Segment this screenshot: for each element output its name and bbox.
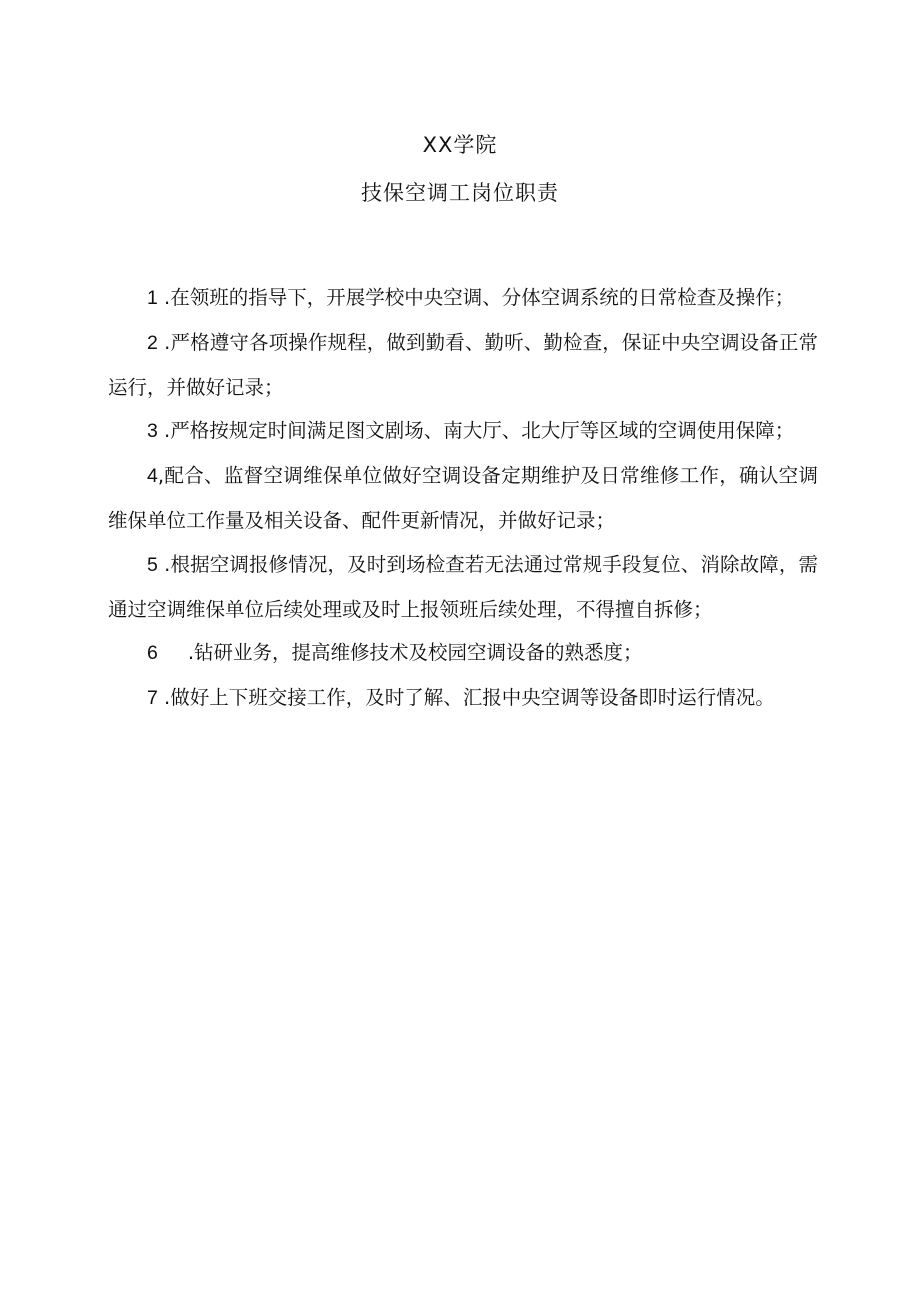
item-text: .钻研业务，提高维修技术及校园空调设备的熟悉度；	[187, 641, 643, 665]
item-text: ,配合、监督空调维保单位做好空调设备定期维护及日常维修工作，确认空调维保单位工作量及相关设备、配件更新情况，并做好记录；	[108, 464, 818, 532]
duty-item-5	[108, 543, 818, 632]
item-number: 2	[147, 331, 158, 354]
item-text: .严格按规定时间满足图文剧场、南大厅、北大厅等区域的空调使用保障；	[157, 419, 795, 443]
item-number: 4	[147, 465, 158, 488]
item-text: .严格遵守各项操作规程，做到勤看、勤听、勤检查，保证中央空调设备正常运行，并做好记录；	[108, 330, 818, 399]
duty-item-4	[108, 454, 818, 543]
duty-list	[108, 276, 818, 721]
item-number: 7	[147, 687, 158, 710]
item-number: 5	[147, 553, 158, 576]
item-text: .根据空调报修情况，及时到场检查若无法通过常规手段复位、消除故障，需通过空调维保单位后续处理或及时上报领班后续处理，不得擅自拆修；	[108, 552, 818, 621]
item-number: 1	[147, 287, 158, 309]
item-text: .在领班的指导下，开展学校中央空调、分体空调系统的日常检查及操作；	[157, 286, 795, 309]
duty-item-1	[108, 276, 818, 321]
item-text: .做好上下班交接工作，及时了解、汇报中央空调等设备即时运行情况。	[157, 686, 775, 710]
item-number: 3	[147, 420, 158, 443]
duty-item-7	[108, 676, 818, 721]
duty-item-6	[108, 631, 818, 676]
duty-item-3	[108, 409, 818, 454]
duty-item-2	[108, 321, 818, 410]
item-number: 6	[147, 642, 158, 665]
organization-title: XX学院	[422, 133, 498, 157]
document-title: 技保空调工岗位职责	[361, 181, 559, 205]
